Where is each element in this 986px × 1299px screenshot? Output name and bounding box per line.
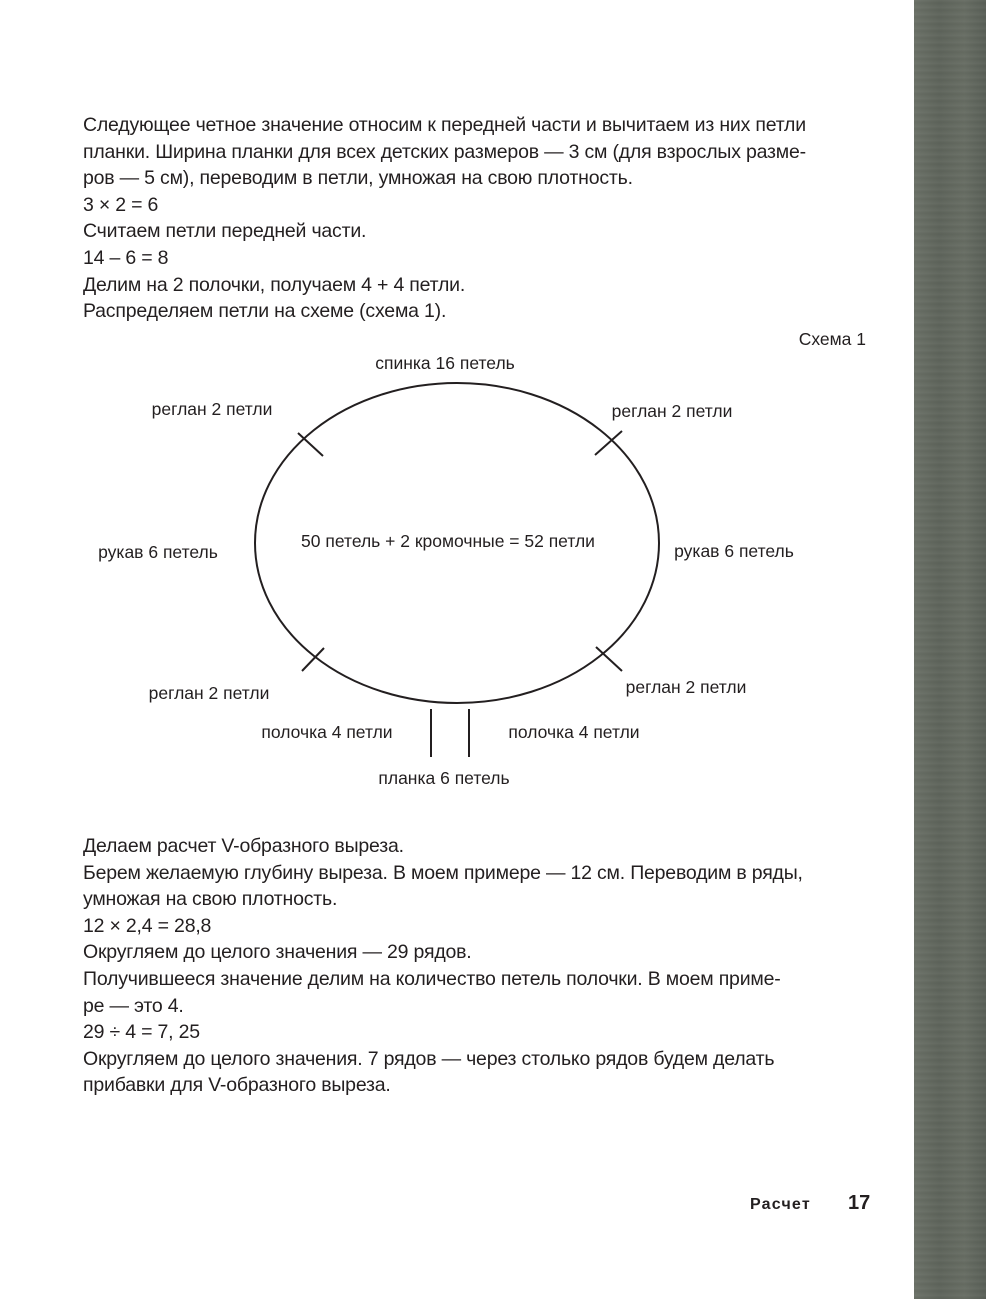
label-front-left: полочка 4 петли <box>261 722 393 742</box>
text-line: Распределяем петли на схеме (схема 1). <box>83 300 447 323</box>
label-raglan-top-left: реглан 2 петли <box>151 399 273 419</box>
yoke-diagram <box>0 325 914 795</box>
raglan-mark-bottom-right <box>596 647 622 671</box>
label-raglan-bottom-right: реглан 2 петли <box>625 677 747 697</box>
text-line: Округляем до целого значения — 29 рядов. <box>83 941 472 964</box>
page-number: 17 <box>848 1192 871 1214</box>
label-placket: планка 6 петель <box>378 768 510 788</box>
label-raglan-top-right: реглан 2 петли <box>611 401 733 421</box>
page-edge-strip <box>914 0 986 1299</box>
text-line: ре — это 4. <box>83 994 184 1017</box>
text-line: Делим на 2 полочки, получаем 4 + 4 петли. <box>83 273 466 296</box>
label-back: спинка 16 петель <box>375 353 515 373</box>
running-footer-section: Расчет <box>750 1196 811 1213</box>
text-line: Берем желаемую глубину выреза. В моем примере — 12 см. Переводим в ряды, <box>83 861 803 884</box>
raglan-mark-bottom-left <box>302 648 324 671</box>
formula-line: 14 – 6 = 8 <box>83 246 169 269</box>
text-line: прибавки для V-образного выреза. <box>83 1074 391 1097</box>
text-line: Считаем петли передней части. <box>83 220 367 243</box>
text-line: ров — 5 см), переводим в петли, умножая на свою плотность. <box>83 167 633 190</box>
diagram-caption: Схема 1 <box>798 329 866 349</box>
text-line: Получившееся значение делим на количество петель полочки. В моем приме- <box>83 967 781 990</box>
label-raglan-bottom-left: реглан 2 петли <box>148 683 270 703</box>
text-line: умножая на свою плотность. <box>83 888 338 911</box>
label-sleeve-right: рукав 6 петель <box>674 541 794 561</box>
label-sleeve-left: рукав 6 петель <box>98 542 218 562</box>
text-line: Следующее четное значение относим к передней части и вычитаем из них петли <box>83 114 806 136</box>
v-neck-calculation-text <box>83 833 873 1099</box>
label-center-total: 50 петель + 2 кромочные = 52 петли <box>301 531 595 551</box>
text-line: Делаем расчет V-образного выреза. <box>83 835 404 857</box>
label-front-right: полочка 4 петли <box>508 722 640 742</box>
formula-line: 3 × 2 = 6 <box>83 193 159 216</box>
raglan-mark-top-right <box>595 431 622 455</box>
text-line: планки. Ширина планки для всех детских размеров — 3 см (для взрослых разме- <box>83 140 806 163</box>
raglan-mark-top-left <box>298 433 323 456</box>
text-line: Округляем до целого значения. 7 рядов — через столько рядов будем делать <box>83 1047 775 1070</box>
intro-text <box>83 112 873 325</box>
formula-line: 12 × 2,4 = 28,8 <box>83 914 212 937</box>
formula-line: 29 ÷ 4 = 7, 25 <box>83 1021 200 1044</box>
